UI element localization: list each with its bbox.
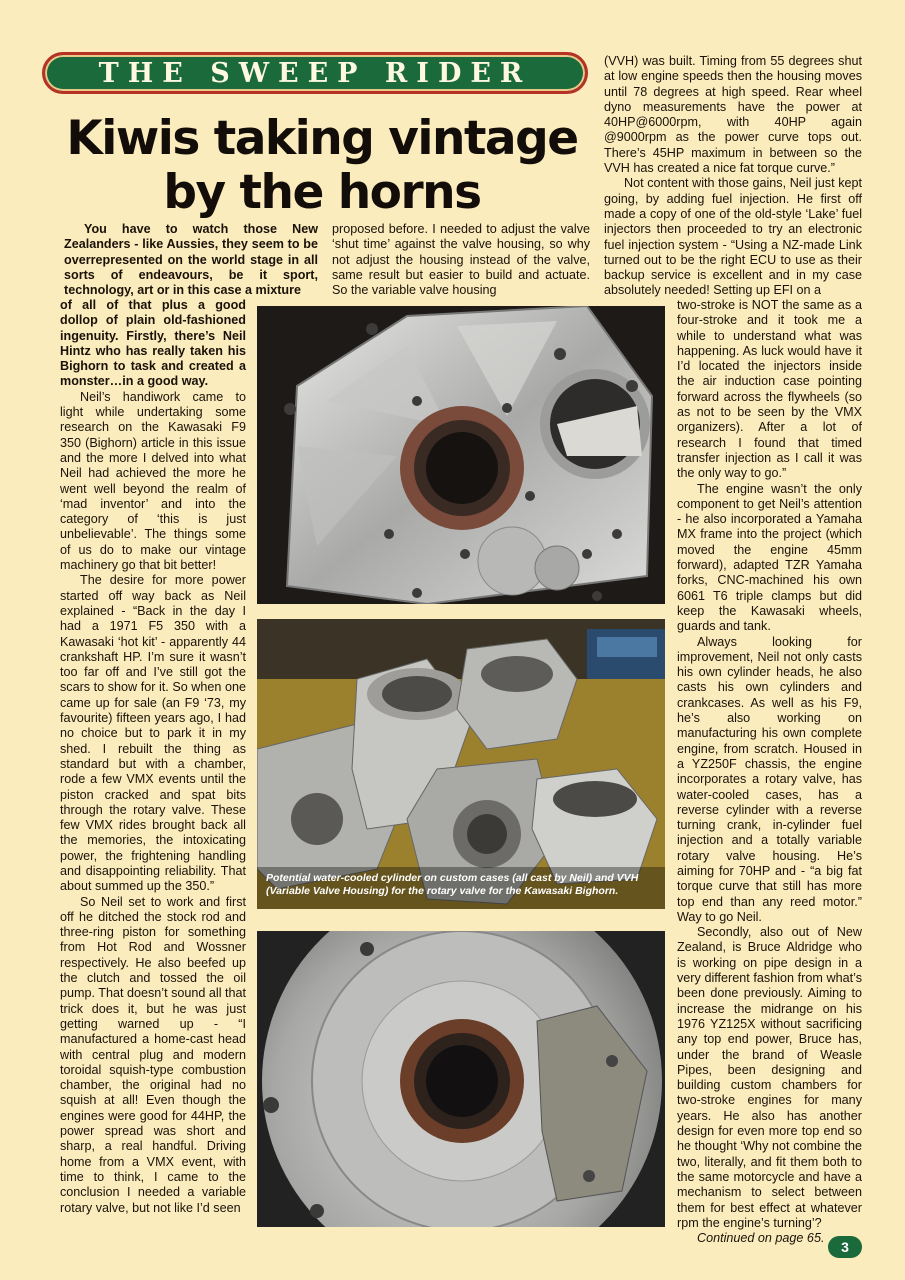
body-paragraph: Always looking for improvement, Neil not only casts his own cylinder heads, he also casts his own cylinders and crankcases. As well as his F9, he’s also working on manufacturing his own complete engine, from scratch. Housed in a YZ250F chassis, the engine incorporates a rotary valve, has water-cooled cases, has a reverse cylinder with a reverse turning crank, in-cylinder fuel injection and a totally variable rotary valve housing. He’s aiming for 70HP and - “a big fat torque curve that still has more top end than any reed motor.” Way to go Neil. [677, 634, 862, 924]
body-paragraph: Not content with those gains, Neil just kept going, by adding fuel injection. He first off made a copy of one of the old-style ‘Lake’ fuel injectors then proceeded to try an electronic fuel injection system - “Using a NZ-made Link turned out to be the right ECU to use as their backup service is excellent and in my case absolutely needed! Setting up EFI on a [604, 176, 862, 298]
continued-note: Continued on page 65. [697, 1231, 825, 1246]
body-paragraph: (VVH) was built. Timing from 55 degrees shut at low engine speeds then the housing moves until 78 degrees at high speed. Rear wheel dyno measurements have the power at 40HP@6000rpm, with 40HP again @9000rpm as the power curve tops out. There’s 45HP maximum in between so the VVH has created a nice fat torque curve.” [604, 54, 862, 176]
photo-valve-housing-graphic [257, 306, 665, 604]
body-paragraph: Neil’s handiwork came to light while undertaking some research on the Kawasaki F9 350 (Bighorn) article in this issue and the more I delved into what Neil had achieved the more he went well beyond the realm of ‘mad inventor’ and into the category of ‘this is just unbelievable’. The things some of us do to make our vintage machinery go that bit better! [60, 389, 246, 573]
column-2-top [332, 222, 590, 298]
photo-rotary-valve [257, 931, 665, 1227]
photo-rotary-valve-graphic [257, 931, 665, 1227]
column-3-top [604, 54, 862, 299]
body-paragraph: The engine wasn’t the only component to get Neil’s attention - he also incorporated a Yamaha MX frame into the project (which moved the engine 45mm forward), adapted TZR Yamaha forks, CNC-machined his own 6061 T6 triple clamps but did keep the Kawasaki wheels, guards and tank. [677, 481, 862, 634]
page-number: 3 [828, 1236, 862, 1258]
column-1-body [60, 298, 246, 1216]
body-paragraph: proposed before. I needed to adjust the valve ‘shut time’ against the valve housing, so why not adjust the housing instead of the valve, same result but easier to build and actuate. So the variable valve housing [332, 222, 590, 298]
headline: Kiwis taking vintage by the horns [66, 111, 578, 220]
column-3-body [677, 298, 862, 1246]
intro-paragraph: You have to watch those New Zealanders - like Aussies, they seem to be overrepresented on the world stage in all sorts of endeavours, be it sport, technology, art or in this case a mixture [64, 222, 318, 298]
body-paragraph: two-stroke is NOT the same as a four-stroke and it took me a while to understand what was happening. As luck would have it I’d located the injectors inside the air induction case pointing forward across the flywheels (so as not to be seen by the VMX organizers). After a lot of research I found that timed transfer injection as I call it was the only way to go.” [677, 298, 862, 481]
body-paragraph: The desire for more power started off way back as Neil explained - “Back in the day I had a 1971 F5 350 with a Kawasaki ‘hot kit’ - apparently 44 crankshaft HP. I’m sure it wasn’t too far off and I’ve still got the scars to show for it. So when one came up for sale (an F9 ‘73, my favourite) fifteen years ago, I had no choice but to park it in my shed. I rebuilt the thing as standard but with a chamber, rode a few VMX events until the piston cracked and spat bits through the rotary valve. These few VMX rides brought back all the memories, the intoxicating power, the frightening handling and disappointing reliability. That about summed up the 350.” [60, 573, 246, 894]
photo-cylinders-cases-graphic [257, 619, 665, 909]
section-banner [42, 52, 588, 94]
photo-caption: Potential water-cooled cylinder on custom cases (all cast by Neil) and VVH (Variable Valve Housing) for the rotary valve for the Kawasaki Bighorn. [266, 872, 639, 897]
section-banner-text: THE SWEEP RIDER [98, 58, 532, 89]
body-paragraph: So Neil set to work and first off he ditched the stock rod and three-ring piston for something from Hot Rod and Wossner respectively. He also beefed up the clutch and tossed the oil pump. That doesn’t sound all that trick does it, but he was just getting warned up - “I manufactured a home-cast head with central plug and modern toroidal squish-type combustion chamber, the original had no squish at all! Even though the engines were good for 44HP, the power spread was short and sharp, a real handful. Driving home from a VMX event, with time to think, I came to the conclusion I needed a variable rotary valve, but not like I’d seen [60, 894, 246, 1215]
intro-paragraph-rest: of all of that plus a good dollop of plain old-fashioned ingenuity. Firstly, there’s Neil Hintz who has really taken his Bighorn to task and created a monster…in a good way. [60, 298, 246, 389]
column-1-intro [64, 222, 318, 298]
photo-valve-housing [257, 306, 665, 604]
photo-cylinders-cases [257, 619, 665, 909]
body-paragraph: Secondly, also out of New Zealand, is Bruce Aldridge who is working on pipe design in a very different fashion from what’s been done previously. Aiming to increase the midrange on his 1976 YZ125X without sacrificing any top end power, Bruce has, under the brand of Weasle Pipes, been designing and building custom chambers for two-stroke engines for many years. He also has another design for even more top end so he thought ‘Why not combine the two, literally, and fit them both to the same motorcycle and have a mechanism to select between them for best effect at whatever rpm the engine’s turning’? [677, 925, 862, 1230]
